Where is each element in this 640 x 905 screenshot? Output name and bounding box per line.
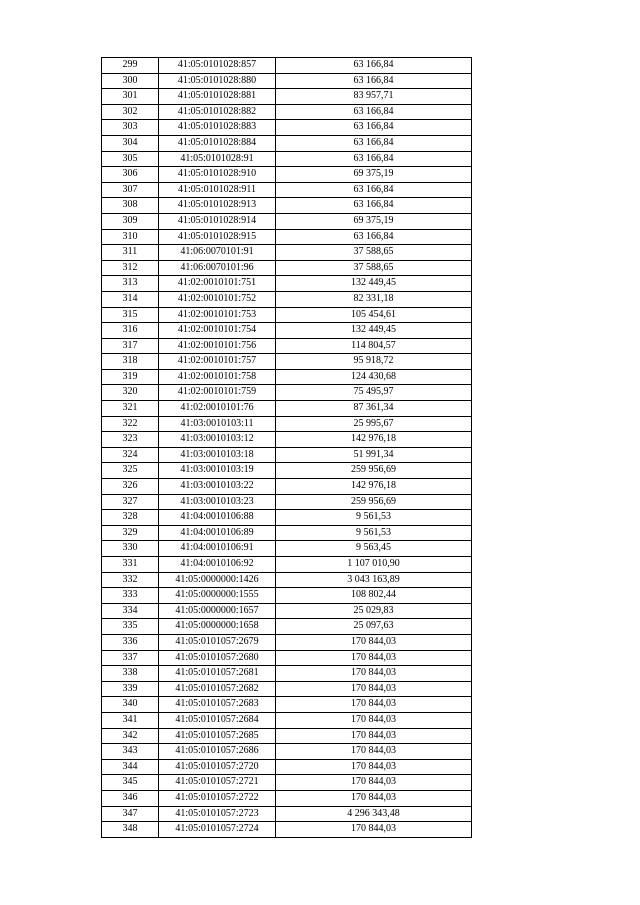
- row-number-cell: 338: [102, 666, 159, 682]
- value-cell: 25 995,67: [276, 416, 472, 432]
- cadastral-number-cell: 41:05:0101057:2681: [159, 666, 276, 682]
- cadastral-number-cell: 41:05:0101028:882: [159, 104, 276, 120]
- table-row: [102, 198, 472, 214]
- table-row: [102, 494, 472, 510]
- row-number-cell: 329: [102, 525, 159, 541]
- table-row: [102, 712, 472, 728]
- cadastral-number-cell: 41:06:0070101:96: [159, 260, 276, 276]
- cadastral-number-cell: 41:05:0101057:2724: [159, 822, 276, 838]
- table-row: [102, 260, 472, 276]
- table-row: [102, 790, 472, 806]
- row-number-cell: 305: [102, 151, 159, 167]
- table-row: [102, 323, 472, 339]
- value-cell: 170 844,03: [276, 728, 472, 744]
- table-row: [102, 822, 472, 838]
- value-cell: 124 430,68: [276, 369, 472, 385]
- row-number-cell: 328: [102, 510, 159, 526]
- row-number-cell: 348: [102, 822, 159, 838]
- value-cell: 259 956,69: [276, 463, 472, 479]
- row-number-cell: 302: [102, 104, 159, 120]
- table-row: [102, 525, 472, 541]
- cadastral-number-cell: 41:02:0010101:759: [159, 385, 276, 401]
- table-row: [102, 58, 472, 74]
- table-row: [102, 401, 472, 417]
- cadastral-number-cell: 41:03:0010103:23: [159, 494, 276, 510]
- row-number-cell: 332: [102, 572, 159, 588]
- value-cell: 170 844,03: [276, 681, 472, 697]
- table-row: [102, 572, 472, 588]
- value-cell: 170 844,03: [276, 822, 472, 838]
- value-cell: 9 561,53: [276, 525, 472, 541]
- value-cell: 170 844,03: [276, 650, 472, 666]
- cadastral-number-cell: 41:05:0101057:2682: [159, 681, 276, 697]
- row-number-cell: 313: [102, 276, 159, 292]
- cadastral-number-cell: 41:03:0010103:18: [159, 447, 276, 463]
- cadastral-number-cell: 41:05:0101028:910: [159, 167, 276, 183]
- table-row: [102, 213, 472, 229]
- table-row: [102, 557, 472, 573]
- table-row: [102, 775, 472, 791]
- table-row: [102, 73, 472, 89]
- cadastral-number-cell: 41:02:0010101:753: [159, 307, 276, 323]
- row-number-cell: 333: [102, 588, 159, 604]
- row-number-cell: 306: [102, 167, 159, 183]
- row-number-cell: 324: [102, 447, 159, 463]
- cadastral-number-cell: 41:02:0010101:757: [159, 354, 276, 370]
- cadastral-number-cell: 41:05:0101028:913: [159, 198, 276, 214]
- row-number-cell: 318: [102, 354, 159, 370]
- table-body: [102, 58, 472, 838]
- cadastral-number-cell: 41:02:0010101:76: [159, 401, 276, 417]
- cadastral-number-cell: 41:02:0010101:751: [159, 276, 276, 292]
- row-number-cell: 343: [102, 744, 159, 760]
- table-row: [102, 744, 472, 760]
- row-number-cell: 347: [102, 806, 159, 822]
- cadastral-number-cell: 41:05:0000000:1555: [159, 588, 276, 604]
- row-number-cell: 312: [102, 260, 159, 276]
- row-number-cell: 344: [102, 759, 159, 775]
- cadastral-number-cell: 41:03:0010103:22: [159, 479, 276, 495]
- table-row: [102, 229, 472, 245]
- row-number-cell: 337: [102, 650, 159, 666]
- row-number-cell: 300: [102, 73, 159, 89]
- value-cell: 25 097,63: [276, 619, 472, 635]
- cadastral-number-cell: 41:04:0010106:88: [159, 510, 276, 526]
- row-number-cell: 336: [102, 634, 159, 650]
- cadastral-number-cell: 41:05:0101057:2680: [159, 650, 276, 666]
- cadastral-number-cell: 41:02:0010101:756: [159, 338, 276, 354]
- row-number-cell: 320: [102, 385, 159, 401]
- table-row: [102, 728, 472, 744]
- value-cell: 259 956,69: [276, 494, 472, 510]
- row-number-cell: 311: [102, 245, 159, 261]
- row-number-cell: 334: [102, 603, 159, 619]
- cadastral-value-table: [101, 57, 472, 838]
- row-number-cell: 323: [102, 432, 159, 448]
- table-row: [102, 291, 472, 307]
- row-number-cell: 316: [102, 323, 159, 339]
- cadastral-number-cell: 41:05:0101028:911: [159, 182, 276, 198]
- cadastral-number-cell: 41:05:0101057:2723: [159, 806, 276, 822]
- value-cell: 170 844,03: [276, 744, 472, 760]
- row-number-cell: 314: [102, 291, 159, 307]
- cadastral-number-cell: 41:03:0010103:19: [159, 463, 276, 479]
- table-row: [102, 354, 472, 370]
- row-number-cell: 346: [102, 790, 159, 806]
- cadastral-number-cell: 41:05:0101057:2683: [159, 697, 276, 713]
- table-row: [102, 447, 472, 463]
- value-cell: 142 976,18: [276, 432, 472, 448]
- cadastral-number-cell: 41:02:0010101:752: [159, 291, 276, 307]
- row-number-cell: 321: [102, 401, 159, 417]
- row-number-cell: 330: [102, 541, 159, 557]
- cadastral-number-cell: 41:04:0010106:92: [159, 557, 276, 573]
- cadastral-number-cell: 41:02:0010101:754: [159, 323, 276, 339]
- value-cell: 69 375,19: [276, 213, 472, 229]
- cadastral-number-cell: 41:05:0101028:857: [159, 58, 276, 74]
- value-cell: 63 166,84: [276, 73, 472, 89]
- cadastral-number-cell: 41:05:0101057:2684: [159, 712, 276, 728]
- value-cell: 3 043 163,89: [276, 572, 472, 588]
- cadastral-number-cell: 41:05:0101028:883: [159, 120, 276, 136]
- table-row: [102, 245, 472, 261]
- row-number-cell: 331: [102, 557, 159, 573]
- row-number-cell: 322: [102, 416, 159, 432]
- value-cell: 114 804,57: [276, 338, 472, 354]
- cadastral-number-cell: 41:03:0010103:11: [159, 416, 276, 432]
- table-row: [102, 369, 472, 385]
- cadastral-number-cell: 41:05:0101028:914: [159, 213, 276, 229]
- value-cell: 51 991,34: [276, 447, 472, 463]
- value-cell: 132 449,45: [276, 323, 472, 339]
- value-cell: 170 844,03: [276, 634, 472, 650]
- row-number-cell: 341: [102, 712, 159, 728]
- value-cell: 63 166,84: [276, 229, 472, 245]
- value-cell: 63 166,84: [276, 104, 472, 120]
- table-row: [102, 416, 472, 432]
- row-number-cell: 303: [102, 120, 159, 136]
- value-cell: 63 166,84: [276, 58, 472, 74]
- table-row: [102, 276, 472, 292]
- table-row: [102, 338, 472, 354]
- value-cell: 170 844,03: [276, 759, 472, 775]
- value-cell: 95 918,72: [276, 354, 472, 370]
- value-cell: 170 844,03: [276, 790, 472, 806]
- cadastral-number-cell: 41:03:0010103:12: [159, 432, 276, 448]
- cadastral-number-cell: 41:02:0010101:758: [159, 369, 276, 385]
- cadastral-number-cell: 41:05:0000000:1657: [159, 603, 276, 619]
- table-row: [102, 151, 472, 167]
- value-cell: 87 361,34: [276, 401, 472, 417]
- cadastral-number-cell: 41:06:0070101:91: [159, 245, 276, 261]
- cadastral-number-cell: 41:05:0101028:880: [159, 73, 276, 89]
- table-row: [102, 167, 472, 183]
- table-row: [102, 135, 472, 151]
- value-cell: 170 844,03: [276, 712, 472, 728]
- table-row: [102, 681, 472, 697]
- row-number-cell: 326: [102, 479, 159, 495]
- value-cell: 69 375,19: [276, 167, 472, 183]
- value-cell: 63 166,84: [276, 198, 472, 214]
- row-number-cell: 310: [102, 229, 159, 245]
- row-number-cell: 315: [102, 307, 159, 323]
- row-number-cell: 345: [102, 775, 159, 791]
- value-cell: 170 844,03: [276, 775, 472, 791]
- cadastral-number-cell: 41:05:0101057:2720: [159, 759, 276, 775]
- cadastral-number-cell: 41:04:0010106:91: [159, 541, 276, 557]
- row-number-cell: 327: [102, 494, 159, 510]
- value-cell: 108 802,44: [276, 588, 472, 604]
- value-cell: 25 029,83: [276, 603, 472, 619]
- row-number-cell: 325: [102, 463, 159, 479]
- cadastral-number-cell: 41:05:0101057:2722: [159, 790, 276, 806]
- table-row: [102, 634, 472, 650]
- table-row: [102, 385, 472, 401]
- value-cell: 37 588,65: [276, 260, 472, 276]
- table-row: [102, 120, 472, 136]
- table-row: [102, 666, 472, 682]
- table-row: [102, 479, 472, 495]
- value-cell: 63 166,84: [276, 135, 472, 151]
- cadastral-number-cell: 41:05:0101057:2721: [159, 775, 276, 791]
- table-row: [102, 806, 472, 822]
- row-number-cell: 299: [102, 58, 159, 74]
- table-row: [102, 104, 472, 120]
- value-cell: 105 454,61: [276, 307, 472, 323]
- value-cell: 9 561,53: [276, 510, 472, 526]
- cadastral-number-cell: 41:04:0010106:89: [159, 525, 276, 541]
- table-row: [102, 463, 472, 479]
- row-number-cell: 340: [102, 697, 159, 713]
- row-number-cell: 339: [102, 681, 159, 697]
- value-cell: 82 331,18: [276, 291, 472, 307]
- row-number-cell: 335: [102, 619, 159, 635]
- value-cell: 63 166,84: [276, 120, 472, 136]
- cadastral-number-cell: 41:05:0101028:884: [159, 135, 276, 151]
- value-cell: 75 495,97: [276, 385, 472, 401]
- cadastral-number-cell: 41:05:0101057:2679: [159, 634, 276, 650]
- cadastral-number-cell: 41:05:0101028:915: [159, 229, 276, 245]
- table-row: [102, 650, 472, 666]
- row-number-cell: 304: [102, 135, 159, 151]
- table-row: [102, 89, 472, 105]
- cadastral-number-cell: 41:05:0000000:1426: [159, 572, 276, 588]
- value-cell: 4 296 343,48: [276, 806, 472, 822]
- row-number-cell: 317: [102, 338, 159, 354]
- row-number-cell: 342: [102, 728, 159, 744]
- row-number-cell: 308: [102, 198, 159, 214]
- row-number-cell: 307: [102, 182, 159, 198]
- value-cell: 142 976,18: [276, 479, 472, 495]
- table-row: [102, 759, 472, 775]
- cadastral-number-cell: 41:05:0101057:2685: [159, 728, 276, 744]
- table-row: [102, 432, 472, 448]
- cadastral-number-cell: 41:05:0101028:91: [159, 151, 276, 167]
- value-cell: 63 166,84: [276, 182, 472, 198]
- value-cell: 9 563,45: [276, 541, 472, 557]
- table-row: [102, 588, 472, 604]
- cadastral-number-cell: 41:05:0101057:2686: [159, 744, 276, 760]
- cadastral-number-cell: 41:05:0000000:1658: [159, 619, 276, 635]
- value-cell: 132 449,45: [276, 276, 472, 292]
- value-cell: 83 957,71: [276, 89, 472, 105]
- value-cell: 170 844,03: [276, 666, 472, 682]
- table-row: [102, 697, 472, 713]
- table-row: [102, 510, 472, 526]
- value-cell: 170 844,03: [276, 697, 472, 713]
- row-number-cell: 319: [102, 369, 159, 385]
- cadastral-number-cell: 41:05:0101028:881: [159, 89, 276, 105]
- table-row: [102, 182, 472, 198]
- table-row: [102, 307, 472, 323]
- row-number-cell: 309: [102, 213, 159, 229]
- table-row: [102, 603, 472, 619]
- value-cell: 1 107 010,90: [276, 557, 472, 573]
- table-row: [102, 541, 472, 557]
- row-number-cell: 301: [102, 89, 159, 105]
- value-cell: 63 166,84: [276, 151, 472, 167]
- value-cell: 37 588,65: [276, 245, 472, 261]
- table-row: [102, 619, 472, 635]
